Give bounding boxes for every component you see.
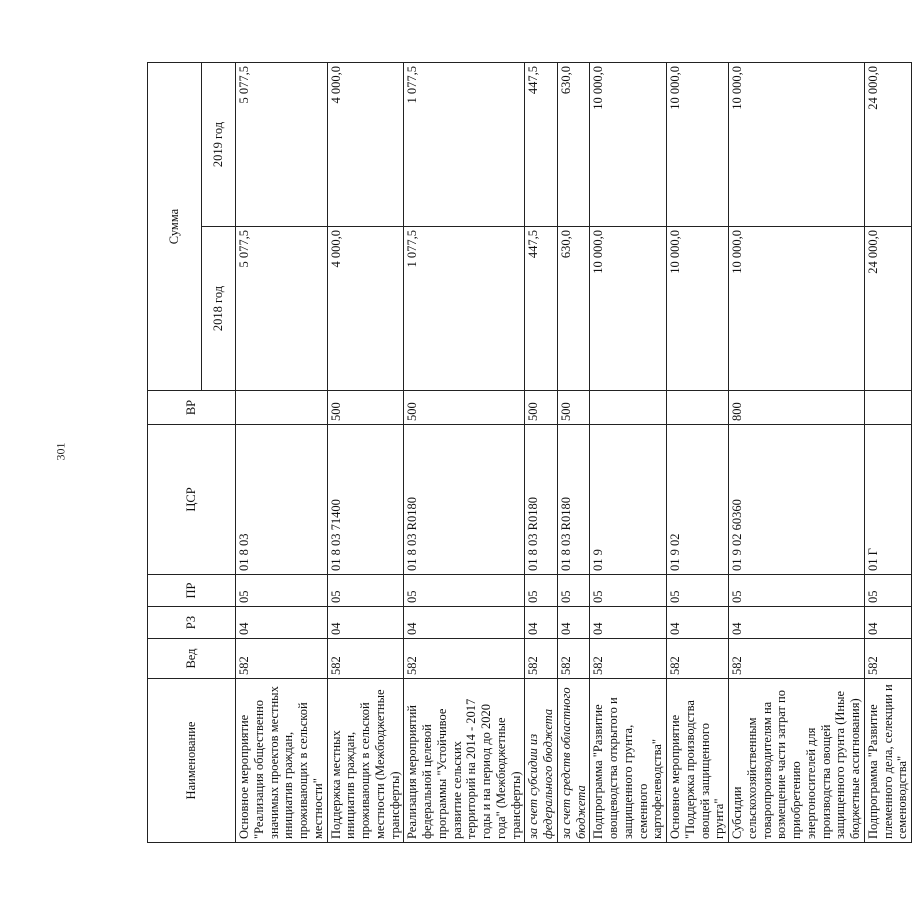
- row-2018: 10 000,0: [667, 227, 729, 391]
- budget-table: [147, 62, 912, 843]
- table-row: [667, 63, 729, 843]
- row-2018: 1 077,5: [404, 227, 525, 391]
- col-header-csr: ЦСР: [148, 425, 236, 575]
- row-csr: 01 9 02 60360: [729, 425, 865, 575]
- row-ved: 582: [404, 639, 525, 679]
- row-vr: 800: [729, 391, 865, 425]
- row-rz: 04: [327, 607, 404, 639]
- row-ved: 582: [667, 639, 729, 679]
- col-header-2019: 2019 год: [202, 63, 236, 227]
- table-row: [404, 63, 525, 843]
- row-vr: [236, 391, 328, 425]
- row-csr: 01 8 03 R0180: [525, 425, 558, 575]
- row-2019: 4 000,0: [327, 63, 404, 227]
- col-header-2018: 2018 год: [202, 227, 236, 391]
- row-2019: 5 077,5: [236, 63, 328, 227]
- row-2018: 24 000,0: [864, 227, 911, 391]
- row-2018: 630,0: [557, 227, 590, 391]
- row-name: за счет субсидии из федерального бюджета: [525, 679, 558, 843]
- row-csr: 01 8 03: [236, 425, 328, 575]
- row-2019: 447,5: [525, 63, 558, 227]
- row-2019: 630,0: [557, 63, 590, 227]
- row-pr: 05: [404, 575, 525, 607]
- table-row: [327, 63, 404, 843]
- row-name: Подпрограмма "Развитие племенного дела, селекции и семеноводства": [864, 679, 911, 843]
- row-rz: 04: [729, 607, 865, 639]
- row-rz: 04: [557, 607, 590, 639]
- row-csr: 01 Г: [864, 425, 911, 575]
- row-vr: [864, 391, 911, 425]
- table-row: [590, 63, 667, 843]
- page-number: 301: [53, 442, 68, 461]
- table-row: [864, 63, 911, 843]
- row-name: Основное мероприятие "Реализация общественно значимых проектов местных инициатив граждан, проживающих в сельской местности": [236, 679, 328, 843]
- row-2019: 1 077,5: [404, 63, 525, 227]
- row-vr: 500: [525, 391, 558, 425]
- table-row: [557, 63, 590, 843]
- row-name: Основное мероприятие "Поддержка производства овощей защищенного грунта": [667, 679, 729, 843]
- row-rz: 04: [590, 607, 667, 639]
- row-name: Поддержка местных инициатив граждан, проживающих в сельской местности (Межбюджетные трансферты): [327, 679, 404, 843]
- row-rz: 04: [236, 607, 328, 639]
- row-csr: 01 9: [590, 425, 667, 575]
- row-ved: 582: [327, 639, 404, 679]
- table-row: [729, 63, 865, 843]
- row-name: за счет средств областного бюджета: [557, 679, 590, 843]
- row-pr: 05: [729, 575, 865, 607]
- col-header-name: Наименование: [148, 679, 236, 843]
- row-ved: 582: [729, 639, 865, 679]
- row-ved: 582: [525, 639, 558, 679]
- row-name: Подпрограмма "Развитие овощеводства открытого и защищенного грунта, семенного картофелеводства": [590, 679, 667, 843]
- row-pr: 05: [864, 575, 911, 607]
- row-name: Субсидии сельскохозяйственным товаропроизводителям на возмещение части затрат по приобретению энергоносителей для производства овощей защищенного грунта (Иные бюджетные ассигнования): [729, 679, 865, 843]
- row-2018: 5 077,5: [236, 227, 328, 391]
- row-2018: 10 000,0: [729, 227, 865, 391]
- row-2019: 24 000,0: [864, 63, 911, 227]
- row-pr: 05: [667, 575, 729, 607]
- row-2018: 447,5: [525, 227, 558, 391]
- row-rz: 04: [667, 607, 729, 639]
- row-vr: 500: [557, 391, 590, 425]
- row-name: Реализация мероприятий федеральной целевой программы "Устойчивое развитие сельских территорий на 2014 - 2017 годы и на период до 2020 года" (Межбюджетные трансферты): [404, 679, 525, 843]
- col-header-vr: ВР: [148, 391, 236, 425]
- row-ved: 582: [864, 639, 911, 679]
- row-pr: 05: [327, 575, 404, 607]
- row-csr: 01 8 03 71400: [327, 425, 404, 575]
- row-rz: 04: [864, 607, 911, 639]
- row-2018: 10 000,0: [590, 227, 667, 391]
- col-header-rz: РЗ: [148, 607, 236, 639]
- row-rz: 04: [404, 607, 525, 639]
- row-vr: 500: [404, 391, 525, 425]
- row-csr: 01 8 03 R0180: [557, 425, 590, 575]
- header-row-1: [148, 63, 202, 843]
- row-ved: 582: [236, 639, 328, 679]
- row-2019: 10 000,0: [667, 63, 729, 227]
- table-row: [525, 63, 558, 843]
- row-csr: 01 9 02: [667, 425, 729, 575]
- table-row: [236, 63, 328, 843]
- row-pr: 05: [525, 575, 558, 607]
- row-2019: 10 000,0: [729, 63, 865, 227]
- row-2019: 10 000,0: [590, 63, 667, 227]
- col-header-ved: Вед: [148, 639, 236, 679]
- col-header-pr: ПР: [148, 575, 236, 607]
- row-vr: 500: [327, 391, 404, 425]
- row-vr: [667, 391, 729, 425]
- row-vr: [590, 391, 667, 425]
- row-pr: 05: [590, 575, 667, 607]
- col-header-sum: Сумма: [148, 63, 202, 391]
- row-ved: 582: [557, 639, 590, 679]
- row-rz: 04: [525, 607, 558, 639]
- row-ved: 582: [590, 639, 667, 679]
- row-2018: 4 000,0: [327, 227, 404, 391]
- row-csr: 01 8 03 R0180: [404, 425, 525, 575]
- rotated-table-wrapper: [147, 63, 910, 843]
- row-pr: 05: [557, 575, 590, 607]
- row-pr: 05: [236, 575, 328, 607]
